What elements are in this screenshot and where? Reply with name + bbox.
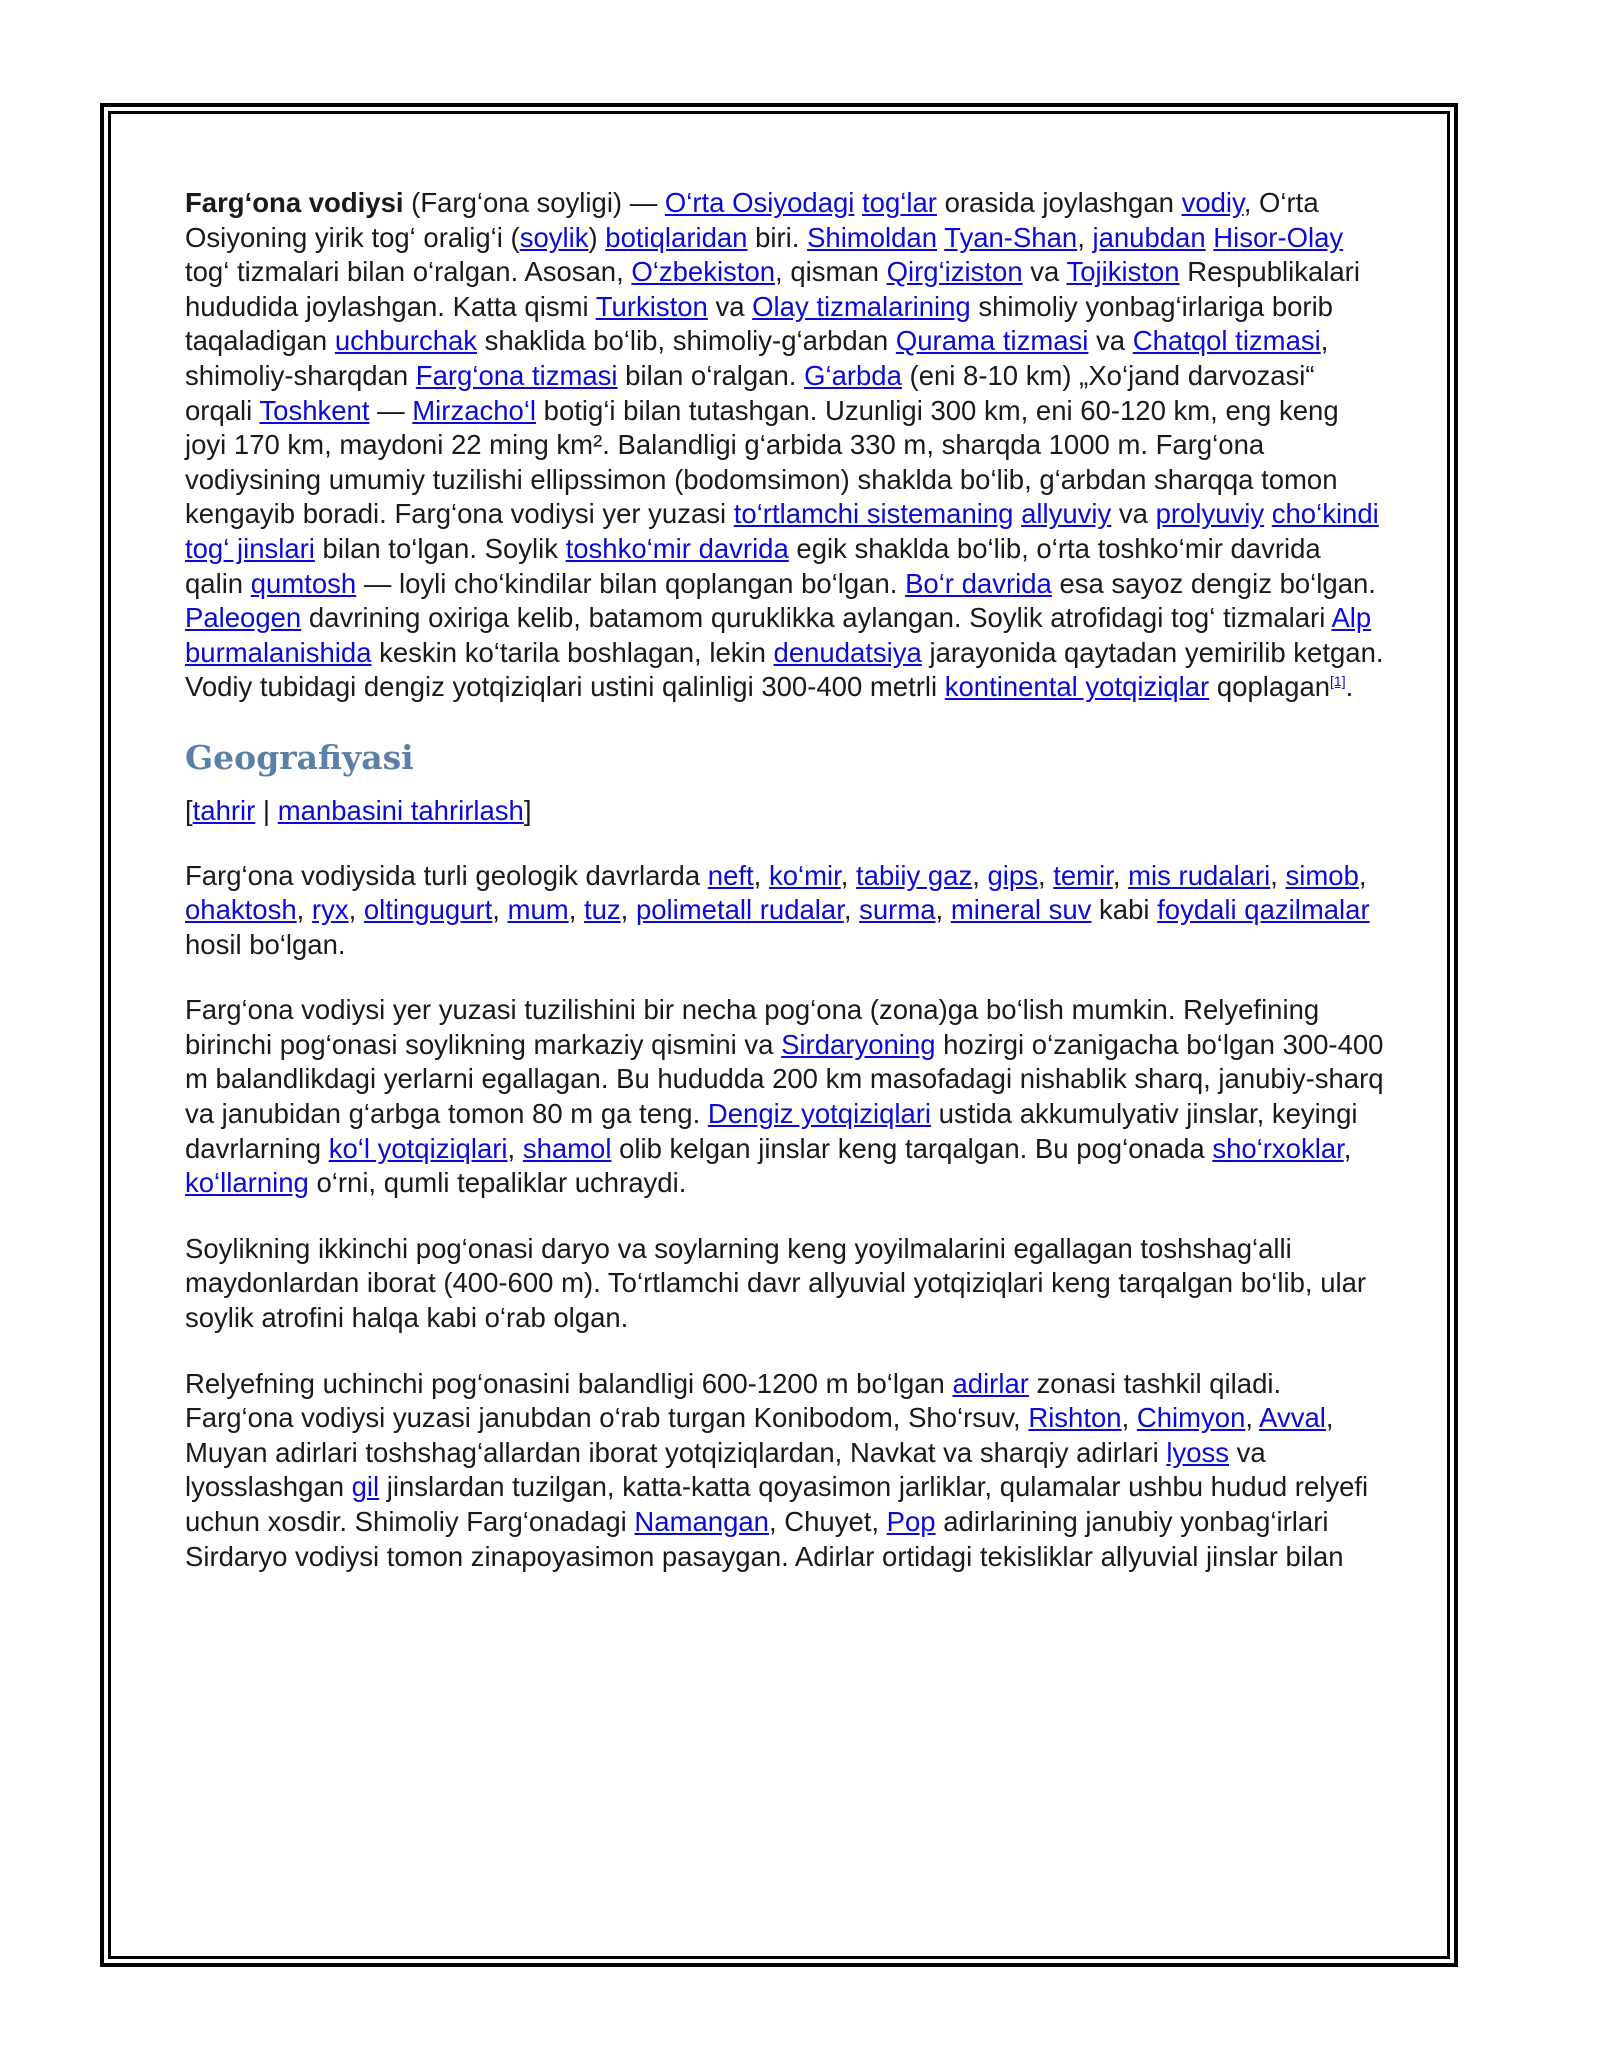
- link-shamol[interactable]: shamol: [522, 1132, 612, 1164]
- link-mis-rudalari[interactable]: mis rudalari: [1128, 859, 1271, 891]
- text: [1264, 498, 1272, 529]
- text: davrining oxiriga kelib, batamom quruklikka aylangan. Soylik atrofidagi tog‘ tizmalari: [301, 602, 1332, 634]
- link-soylik[interactable]: soylik: [519, 221, 589, 253]
- text: shaklida bo‘lib, shimoliy-g‘arbdan: [477, 325, 896, 357]
- link-botiqlaridan[interactable]: botiqlaridan: [605, 221, 748, 253]
- link-janubdan[interactable]: janubdan: [1092, 221, 1206, 253]
- link-namangan[interactable]: Namangan: [634, 1506, 769, 1537]
- relief-zone1-paragraph: [185, 993, 1385, 1201]
- text: , shimoliy-sharqdan: [185, 325, 1329, 391]
- text: ,: [753, 859, 769, 891]
- text: jinslardan tuzilgan, katta-katta qoyasimon jarliklar, qulamalar ushbu hudud relyefi uchun xosdir. Shimoliy Farg‘onadagi: [185, 1471, 1369, 1537]
- text: o‘rni, qumli tepaliklar uchraydi.: [308, 1167, 687, 1199]
- text: ,: [1112, 859, 1129, 891]
- text: ): [588, 221, 606, 253]
- link-foydali-qazilmalar[interactable]: foydali qazilmalar: [1157, 894, 1370, 926]
- link-vodiy[interactable]: vodiy: [1181, 187, 1244, 218]
- link-shorxoklar[interactable]: sho‘rxoklar: [1212, 1132, 1344, 1164]
- text: ,: [348, 894, 364, 926]
- link-uchburchak[interactable]: uchburchak: [334, 325, 478, 357]
- text: adirlarining janubiy yonbag‘irlari Sirdaryo vodiysi tomon zinapoyasimon pasaygan. Adirlar ortidagi tekisliklar allyuvial jinslar bilan: [185, 1506, 1344, 1572]
- separator: |: [255, 794, 278, 826]
- text: biri.: [747, 221, 808, 253]
- text: , qisman: [775, 256, 887, 288]
- text: hosil bo‘lgan.: [185, 928, 346, 960]
- link-temir[interactable]: temir: [1053, 859, 1113, 891]
- link-olay-tizmalarining[interactable]: Olay tizmalarining: [752, 290, 971, 322]
- bracket: [: [185, 794, 193, 826]
- link-tojikiston[interactable]: Tojikiston: [1066, 256, 1180, 288]
- link-surma[interactable]: surma: [859, 894, 936, 926]
- text: (eni 8-10 km) „Xo‘jand darvozasi“ orqali: [185, 359, 1315, 426]
- edit-link[interactable]: tahrir: [192, 794, 256, 826]
- article-title: Farg‘ona vodiysi: [185, 187, 404, 218]
- text: botig‘i bilan tutashgan. Uzunligi 300 km, eni 60-120 km, eng keng joyi 170 km, maydoni 22 ming km². Balandligi g‘arbida 330 m, sharqda 1000 m. Farg‘ona vodiysining umumiy tuzilishi ellipssimon (bodomsimon) shaklda bo‘lib, g‘arbdan sharqqa tomon kengayib boradi. Farg‘ona vodiysi yer yuzasi: [185, 394, 1339, 530]
- text: va: [1088, 325, 1133, 357]
- article-body: [185, 186, 1385, 1605]
- text: esa sayoz dengiz bo‘lgan.: [1051, 567, 1376, 599]
- bracket: ]: [523, 794, 532, 826]
- link-rishton[interactable]: Rishton: [1028, 1402, 1122, 1434]
- intro-paragraph: [185, 186, 1385, 705]
- link-gips[interactable]: gips: [987, 859, 1038, 891]
- text: ,: [1077, 221, 1093, 253]
- link-chatqol-tizmasi[interactable]: Chatqol tizmasi: [1132, 325, 1321, 357]
- text: ,: [492, 894, 508, 926]
- text: ,: [1037, 859, 1054, 891]
- relief-zone2-paragraph: [185, 1232, 1385, 1336]
- link-dengiz-yotqiziqlari[interactable]: Dengiz yotqiziqlari: [707, 1098, 932, 1130]
- link-shimoldan[interactable]: Shimoldan: [807, 221, 938, 253]
- text: orasida joylashgan: [936, 187, 1182, 218]
- link-adirlar[interactable]: adirlar: [952, 1367, 1029, 1399]
- text: bilan to‘lgan. Soylik: [314, 532, 566, 564]
- text: va lyosslashgan: [185, 1436, 1266, 1503]
- link-paleogen[interactable]: Paleogen: [185, 602, 302, 634]
- footnote-ref-1[interactable]: [1]: [1330, 673, 1346, 690]
- text: (Farg‘ona soyligi) —: [403, 187, 665, 218]
- link-toshkomir-davrida[interactable]: toshko‘mir davrida: [565, 532, 789, 564]
- link-toglar[interactable]: tog‘lar: [862, 187, 937, 218]
- link-neft[interactable]: neft: [707, 859, 754, 891]
- text: ,: [296, 894, 312, 926]
- text: Respublikalari hududida joylashgan. Katta qismi: [185, 256, 1360, 322]
- text: kabi: [1091, 894, 1158, 926]
- text: ,: [507, 1132, 523, 1164]
- text: olib kelgan jinslar keng tarqalgan. Bu pog‘onada: [611, 1132, 1213, 1164]
- link-kontinental-yotqiziqlar[interactable]: kontinental yotqiziqlar: [944, 671, 1210, 703]
- text: zonasi tashkil qiladi. Farg‘ona vodiysi yuzasi janubdan o‘rab turgan Konibodom, Sho‘rsuv,: [185, 1367, 1282, 1434]
- link-pop[interactable]: Pop: [886, 1506, 936, 1537]
- text: ,: [1121, 1402, 1137, 1434]
- link-mirzachol[interactable]: Mirzacho‘l: [412, 394, 537, 426]
- link-turkiston[interactable]: Turkiston: [595, 290, 708, 322]
- text: — loyli cho‘kindilar bilan qoplangan bo‘lgan.: [356, 567, 906, 599]
- text: ,: [568, 894, 584, 926]
- text: ,: [972, 859, 988, 891]
- link-kollarning[interactable]: ko‘llarning: [185, 1167, 309, 1199]
- link-orta-osiyodagi[interactable]: O‘rta Osiyodagi: [664, 187, 855, 218]
- link-avval[interactable]: Avval: [1259, 1402, 1326, 1434]
- link-fargona-tizmasi[interactable]: Farg‘ona tizmasi: [415, 359, 618, 391]
- minerals-paragraph: [185, 859, 1385, 963]
- link-hisor-olay[interactable]: Hisor-Olay: [1213, 221, 1344, 253]
- text: Relyefning uchinchi pog‘onasini balandligi 600-1200 m bo‘lgan: [185, 1367, 953, 1399]
- link-ozbekiston[interactable]: O‘zbekiston: [631, 256, 776, 288]
- link-kol-yotqiziqlari[interactable]: ko‘l yotqiziqlari: [328, 1132, 508, 1164]
- link-sirdaryoning[interactable]: Sirdaryoning: [781, 1028, 936, 1060]
- text: ,: [843, 894, 860, 926]
- link-komir[interactable]: ko‘mir: [768, 859, 841, 891]
- text: ,: [1343, 1132, 1352, 1164]
- text: , Chuyet,: [768, 1506, 887, 1537]
- text: [854, 187, 862, 218]
- text: bilan o‘ralgan.: [617, 359, 805, 391]
- link-gil[interactable]: gil: [351, 1471, 380, 1503]
- text: , Muyan adirlari toshshag‘allardan iborat yotqiziqlardan, Navkat va sharqiy adirlari: [185, 1402, 1334, 1468]
- link-polimetall-rudalar[interactable]: polimetall rudalar: [635, 894, 844, 926]
- link-tuz[interactable]: tuz: [583, 894, 621, 926]
- text: keskin ko‘tarila boshlagan, lekin: [371, 636, 774, 668]
- text: , O‘rta Osiyoning yirik tog‘ oralig‘i (: [185, 187, 1319, 253]
- edit-source-link[interactable]: manbasini tahrirlash: [277, 794, 524, 826]
- section-edit-links: [185, 794, 1385, 829]
- link-allyuviy[interactable]: allyuviy: [1021, 498, 1112, 530]
- link-tortlamchi-sistemaning[interactable]: to‘rtlamchi sistemaning: [733, 498, 1014, 530]
- link-qirgiziston[interactable]: Qirg‘iziston: [886, 256, 1023, 288]
- link-prolyuviy[interactable]: prolyuviy: [1155, 498, 1265, 530]
- text: Farg‘ona vodiysi yer yuzasi tuzilishini bir necha pog‘ona (zona)ga bo‘lish mumkin. Relyefining birinchi pog‘onasi soylikning markaziy qismini va: [185, 994, 1320, 1060]
- link-tabiiy-gaz[interactable]: tabiiy gaz: [856, 859, 973, 891]
- text: shimoliy yonbag‘irlariga borib taqaladigan: [185, 290, 1333, 357]
- link-garbda[interactable]: G‘arbda: [804, 359, 902, 391]
- link-chimyon[interactable]: Chimyon: [1136, 1402, 1246, 1434]
- text: tog‘ tizmalari bilan o‘ralgan. Asosan,: [185, 256, 632, 288]
- relief-zone3-paragraph: [185, 1367, 1385, 1575]
- section-heading: Geografiyasi: [185, 737, 414, 777]
- text: Soylikning ikkinchi pog‘onasi daryo va soylarning keng yoyilmalarini egallagan toshshag‘alli maydonlardan iborat (400-600 m). To‘rtlamchi davr allyuvial yotqiziqlari keng tarqalgan bo‘lib, ular soylik atrofini halqa kabi o‘rab olgan.: [185, 1232, 1367, 1334]
- text: ,: [1270, 859, 1286, 891]
- text: va: [707, 290, 753, 322]
- text: hozirgi o‘zanigacha bo‘lgan 300-400 m balandlikdagi yerlarni egallagan. Bu hududda 200 km masofadagi nishablik sharq, janubiy-sharq va janubidan g‘arbga tomon 80 m ga teng.: [185, 1028, 1384, 1130]
- link-tyan-shan[interactable]: Tyan-Shan: [944, 221, 1078, 253]
- link-mineral-suv[interactable]: mineral suv: [950, 894, 1092, 926]
- text: jarayonida qaytadan yemirilib ketgan. Vodiy tubidagi dengiz yotqiziqlari ustini qalinligi 300-400 metrli: [185, 636, 1384, 703]
- text: ,: [935, 894, 951, 926]
- link-mum[interactable]: mum: [507, 894, 569, 926]
- text: ,: [1245, 1402, 1260, 1434]
- text: va: [1022, 256, 1067, 288]
- link-oltingugurt[interactable]: oltingugurt: [363, 894, 493, 926]
- text: ustida akkumulyativ jinslar, keyingi davrlarning: [185, 1098, 1358, 1164]
- text: qoplagan: [1209, 671, 1331, 703]
- text: [1013, 498, 1021, 529]
- text: .: [1345, 671, 1354, 703]
- link-chokindi-tog-jinslari[interactable]: cho‘kindi tog‘ jinslari: [185, 498, 1379, 564]
- link-qumtosh[interactable]: qumtosh: [250, 567, 357, 599]
- link-simob[interactable]: simob: [1285, 859, 1359, 891]
- link-ohaktosh[interactable]: ohaktosh: [185, 894, 297, 926]
- link-lyoss[interactable]: lyoss: [1166, 1436, 1229, 1468]
- link-qurama-tizmasi[interactable]: Qurama tizmasi: [895, 325, 1089, 357]
- text: —: [369, 394, 413, 426]
- text: ,: [1358, 859, 1367, 891]
- text: Farg‘ona vodiysida turli geologik davrlarda: [185, 859, 708, 891]
- text: va: [1111, 498, 1156, 530]
- text: ,: [620, 894, 636, 926]
- text: ,: [840, 859, 857, 891]
- link-ryx[interactable]: ryx: [311, 894, 349, 926]
- link-alp-burmalanishida[interactable]: Alp burmalanishida: [185, 602, 1372, 668]
- link-toshkent[interactable]: Toshkent: [259, 394, 370, 426]
- link-bor-davrida[interactable]: Bo‘r davrida: [905, 567, 1052, 599]
- link-denudatsiya[interactable]: denudatsiya: [773, 636, 922, 668]
- text: egik shaklda bo‘lib, o‘rta toshko‘mir davrida qalin: [185, 532, 1321, 599]
